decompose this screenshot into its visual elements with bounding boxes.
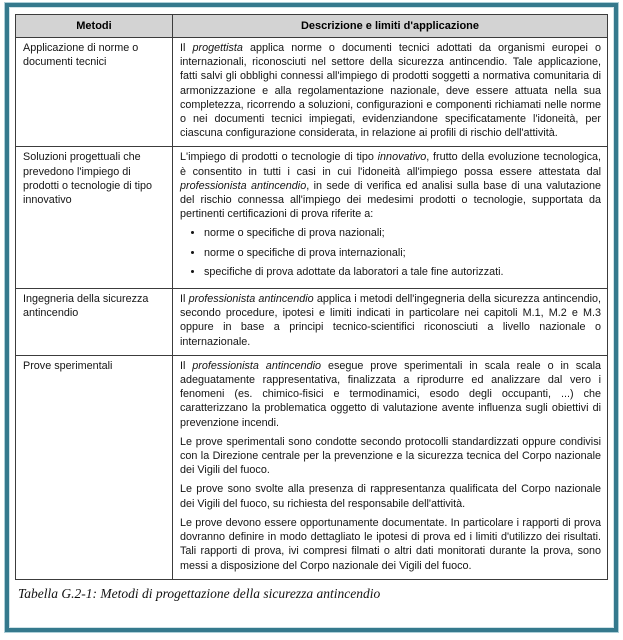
methods-table	[15, 14, 608, 580]
italic-term: progettista	[192, 42, 243, 54]
text-segment: specifiche di prova adottate da laboratori a tale fine autorizzati.	[204, 265, 504, 278]
description-paragraph	[180, 482, 601, 510]
text-segment: , frutto della evoluzione tecnologica, è consentito in tutti i casi in cui l'idoneità all'impiego possa essere attestata dal	[180, 151, 601, 178]
text-segment: Il	[180, 42, 193, 54]
text-segment: applica norme o documenti tecnici adottati da organismi europei o internazionali, riconosciuti nel settore della sicurezza antincendio. Tale applicazione, fatti salvi gli obblighi connessi all'impiego di prodotti soggetti a normativa comunitaria di armonizzazione e alla regolamentazione nazionale, deve essere attuata nella sua completezza, ricorrendo a soluzioni, configurazioni e componenti richiamati nelle norme o nei documenti tecnici impiegati, evidenziandone specificatamente l'idoneità, per ciascuna configurazione considerata, in relazione ai profili di rischio dell'attività.	[180, 42, 601, 140]
description-cell	[173, 355, 608, 579]
bullet-item	[204, 265, 601, 279]
italic-term: professionista antincendio	[192, 359, 322, 372]
text-segment: norme o specifiche di prova nazionali;	[204, 227, 385, 240]
method-cell: Prove sperimentali	[16, 355, 173, 579]
italic-term: professionista antincendio	[180, 179, 307, 192]
table-header	[16, 15, 608, 38]
table-row	[16, 147, 608, 289]
description-cell	[173, 147, 608, 289]
header-descrizione: Descrizione e limiti d'applicazione	[173, 15, 608, 38]
bullet-list	[180, 226, 601, 279]
table-row	[16, 38, 608, 147]
text-segment: esegue prove sperimentali in scala reale o in scala adeguatamente rappresentativa, finalizzata a riprodurre ed analizzare dal vero i fenomeni (es. chimico-fisici e termodinamici, esodo degli occupanti, ...) che caratterizzano la problematica oggetto di valutazione avente influenza sugli obiettivi di prevenzione incendi.	[180, 359, 601, 429]
text-segment: Il	[180, 293, 189, 306]
text-segment: L'impiego di prodotti o tecnologie di tipo	[180, 151, 378, 164]
description-paragraph	[180, 292, 601, 349]
method-cell: Ingegneria della sicurezza antincendio	[16, 289, 173, 356]
header-row	[16, 15, 608, 38]
method-cell: Applicazione di norme o documenti tecnici	[16, 38, 173, 147]
text-segment: norme o specifiche di prova internazionali;	[204, 246, 406, 259]
description-paragraph	[180, 435, 601, 478]
text-segment: Le prove sperimentali sono condotte secondo protocolli standardizzati oppure condivisi con la Direzione centrale per la prevenzione e la sicurezza tecnica del Corpo nazionale dei Vigili del fuoco.	[180, 435, 601, 477]
table-body	[16, 38, 608, 580]
italic-term: innovativo	[377, 151, 427, 164]
bullet-item	[204, 226, 601, 240]
description-paragraph	[180, 516, 601, 573]
bullet-item	[204, 246, 601, 260]
method-cell: Soluzioni progettuali che prevedono l'impiego di prodotti o tecnologie di tipo innovativo	[16, 147, 173, 289]
text-segment: , in sede di verifica ed analisi sulla base di una valutazione del rischio connessa all'impiego dei medesimi prodotti o tecnologie, supportata da pertinenti certificazioni di prova riferite a:	[180, 179, 601, 221]
italic-term: professionista antincendio	[188, 293, 314, 306]
table-frame	[5, 3, 618, 632]
description-paragraph	[180, 359, 601, 430]
description-cell	[173, 289, 608, 356]
table-row	[16, 355, 608, 579]
text-segment: Le prove sono svolte alla presenza di rappresentanza qualificata del Corpo nazionale dei Vigili del fuoco, su richiesta del responsabile dell'attività.	[180, 483, 601, 510]
table-caption: Tabella G.2-1: Metodi di progettazione della sicurezza antincendio	[18, 585, 381, 601]
header-metodi: Metodi	[16, 15, 173, 38]
description-cell	[173, 38, 608, 147]
table-row	[16, 289, 608, 356]
text-segment: applica i metodi dell'ingegneria della sicurezza antincendio, secondo procedure, ipotesi e limiti indicati in particolare nei capitoli M.1, M.2 e M.3 oppure in base a principi tecnico-scientifici riconosciuti a livello nazionale o internazionale.	[180, 293, 601, 348]
description-paragraph	[180, 41, 601, 140]
description-paragraph	[180, 150, 601, 221]
text-segment: Le prove devono essere opportunamente documentate. In particolare i rapporti di prova dovranno definire in modo dettagliato le ipotesi di prova ed i limiti d'utilizzo dei risultati. Tali rapporti di prova, ivi compresi filmati o altri dati monitorati durante la prova, sono messi a disposizione del Corpo nazionale dei Vigili del fuoco.	[180, 516, 601, 572]
text-segment: Il	[180, 359, 193, 372]
